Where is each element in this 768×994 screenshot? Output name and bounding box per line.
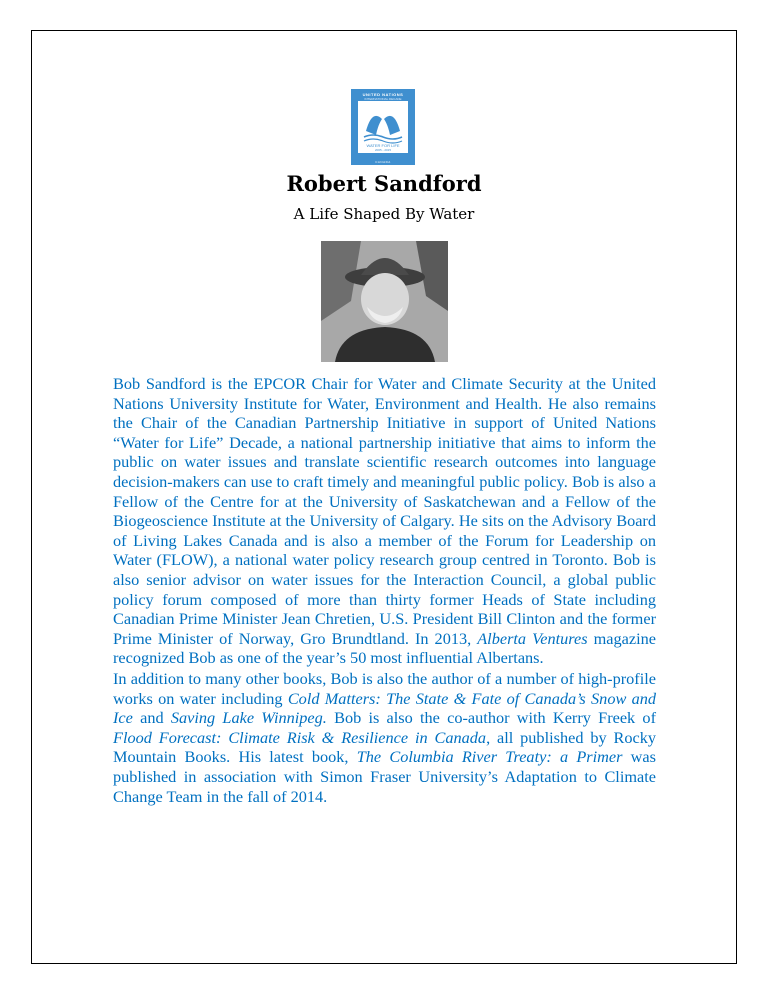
un-water-for-life-logo — [351, 89, 415, 165]
logo-emblem — [358, 101, 408, 153]
logo-text-top: UNITED NATIONS — [362, 92, 404, 97]
books-text-5: was published in association with Simon Fraser University’s Adaptation to Climate Change Team in the fall of 2014. — [113, 747, 656, 806]
book-title-columbia-river-treaty: The Columbia River Treaty: a Primer — [356, 747, 623, 767]
book-title-flood-forecast: Flood Forecast: Climate Risk & Resilience in Canada — [113, 727, 487, 747]
magazine-title: Alberta Ventures — [477, 628, 588, 648]
logo-text-water: WATER FOR LIFE — [366, 143, 400, 148]
logo-text-canada: CANADA — [375, 160, 391, 164]
bio-paragraph — [113, 374, 656, 668]
bio-text-1: Bob Sandford is the EPCOR Chair for Water and Climate Security at the United Nations University Institute for Water, Environment and Health. He also remains the Chair of the Canadian Partnership Initiative in support of United Nations “Water for Life” Decade, a national partnership initiative that aims to inform the public on water issues and translate scientific research outcomes into language decision-makers can use to craft timely and meaningful public policy. Bob is also a Fellow of the Centre for at the University of Saskatchewan and a Fellow of the Biogeoscience Institute at the University of Calgary. He sits on the Advisory Board of Living Lakes Canada and is also a member of the Forum for Leadership on Water (FLOW), a national water policy research group centred in Toronto. Bob is also senior advisor on water issues for the Interaction Council, a global public policy forum composed of more than thirty former Heads of State including Canadian Prime Minister Jean Chretien, U.S. President Bill Clinton and the former Prime Minister of Norway, Gro Brundtland. In 2013, — [113, 374, 656, 648]
books-paragraph — [113, 669, 656, 806]
portrait-photo — [321, 241, 448, 362]
bio-text-2: magazine recognized Bob as one of the year’s 50 most influential Albertans. — [113, 628, 656, 668]
logo-text-years: 2005 - 2015 — [374, 148, 392, 152]
logo-text-decade: INTERNATIONAL DECADE — [364, 97, 402, 101]
books-text-3: Bob is also the co-author with Kerry Freek of — [326, 708, 656, 728]
page-title: Robert Sandford — [286, 171, 482, 196]
page-subtitle: A Life Shaped By Water — [293, 205, 475, 223]
books-text-1: In addition to many other books, Bob is also the author of a number of high-profile works on water including — [113, 669, 656, 708]
books-text-4: , all published by Rocky Mountain Books. His latest book, — [113, 727, 656, 767]
books-text-2: and — [132, 708, 171, 728]
book-title-cold-matters: Cold Matters: The State & Fate of Canada’s Snow and Ice — [113, 688, 657, 728]
book-title-saving-lake-winnipeg: Saving Lake Winnipeg. — [170, 708, 327, 728]
